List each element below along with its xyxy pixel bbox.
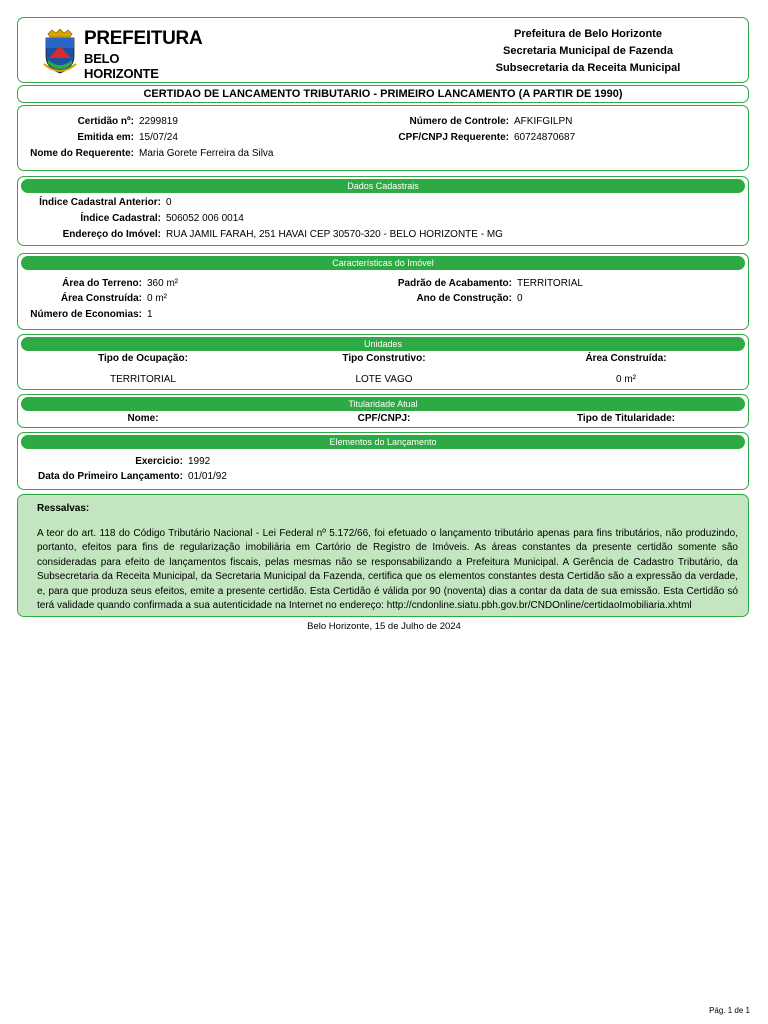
ressalvas-title: Ressalvas:: [37, 503, 90, 514]
titularidade-header-cpf: CPF/CNPJ:: [357, 413, 411, 424]
document-header: [17, 17, 749, 83]
padrao-acabamento-label: Padrão de Acabamento:: [397, 278, 512, 289]
pbh-logo: [42, 28, 203, 81]
requerente-value: Maria Gorete Ferreira da Silva: [139, 148, 274, 159]
ano-construcao-value: 0: [517, 293, 523, 304]
header-line-prefeitura: Prefeitura de Belo Horizonte: [514, 28, 662, 40]
header-line-subsecretaria: Subsecretaria da Receita Municipal: [495, 62, 681, 74]
unidades-section: [17, 334, 749, 390]
numero-economias-label: Número de Economias:: [30, 309, 142, 320]
indice-anterior-row: [18, 197, 172, 209]
area-terreno-row: [18, 278, 178, 290]
cpf-requerente-label: CPF/CNPJ Requerente:: [398, 132, 509, 143]
numero-economias-row: [18, 309, 153, 321]
requerente-row: [18, 148, 274, 160]
exercicio-value: 1992: [188, 456, 211, 467]
emitida-label: Emitida em:: [77, 132, 134, 143]
logo-line-1: PREFEITURA: [84, 28, 203, 49]
section-bar-dados-cadastrais: Dados Cadastrais: [21, 179, 745, 193]
coat-of-arms-icon: [42, 28, 78, 76]
endereco-row: [18, 229, 503, 241]
ressalvas-section: [17, 494, 749, 617]
controle-row: [318, 116, 572, 128]
certidao-label: Certidão nº:: [77, 116, 134, 127]
city-date: Belo Horizonte, 15 de Julho de 2024: [307, 621, 461, 632]
titularidade-header-tipo: Tipo de Titularidade:: [577, 413, 675, 424]
area-construida-value: 0 m²: [147, 293, 167, 304]
numero-economias-value: 1: [147, 309, 153, 320]
ano-construcao-row: [318, 293, 523, 305]
unidades-header-area: Área Construída:: [585, 353, 667, 364]
area-terreno-label: Área do Terreno:: [62, 278, 142, 289]
caracteristicas-section: [17, 253, 749, 330]
padrao-acabamento-value: TERRITORIAL: [517, 278, 583, 289]
header-line-secretaria: Secretaria Municipal de Fazenda: [503, 45, 673, 57]
certidao-value: 2299819: [139, 116, 178, 127]
data-primeiro-lancamento-label: Data do Primeiro Lançamento:: [37, 471, 183, 482]
cpf-requerente-value: 60724870687: [514, 132, 576, 143]
ano-construcao-label: Ano de Construção:: [416, 293, 512, 304]
section-bar-titularidade: Titularidade Atual: [21, 397, 745, 411]
area-construida-label: Área Construída:: [60, 293, 142, 304]
area-construida-row: [18, 293, 167, 305]
indice-anterior-label: Índice Cadastral Anterior:: [39, 197, 161, 208]
requerente-label: Nome do Requerente:: [30, 148, 134, 159]
certidao-row: [18, 116, 178, 128]
cpf-requerente-row: [318, 132, 575, 144]
unidades-value-ocupacao: TERRITORIAL: [110, 374, 176, 385]
section-bar-caracteristicas: Características do Imóvel: [21, 256, 745, 270]
emitida-row: [18, 132, 178, 144]
controle-label: Número de Controle:: [409, 116, 509, 127]
emitida-value: 15/07/24: [139, 132, 178, 143]
data-primeiro-lancamento-row: [18, 471, 227, 483]
unidades-header-ocupacao: Tipo de Ocupação:: [98, 353, 188, 364]
section-bar-unidades: Unidades: [21, 337, 745, 351]
indice-anterior-value: 0: [166, 197, 172, 208]
indice-cadastral-value: 506052 006 0014: [166, 213, 244, 224]
ressalvas-text: A teor do art. 118 do Código Tributário Nacional - Lei Federal nº 5.172/66, foi efetuado o lançamento tributário apenas para fins tributários, não produzindo, portanto, efeitos para fins de regularização imobiliária em Cartório de Registro de Imóveis. As áreas constantes da presente certidão somente são consideradas para efeito de lançamentos fiscais, pelas mesmas não se responsabilizando a Prefeitura Municipal. A Gerência de Cadastro Tributário, da Subsecretaria da Receita Municipal, da Secretaria Municipal da Fazenda, certifica que os elementos constantes desta Certidão são a expressão da verdade, e, para que produza seus efeitos, emite a presente certidão. Esta Certidão é válida por 90 (noventa) dias a contar da data de sua emissão. Esta Certidão só terá validade quando confirmada a sua autenticidade na Internet no endereço: http://cndonline.siatu.pbh.gov.br/CNDOnline/certidaoImobiliaria.xhtml: [37, 528, 738, 612]
padrao-acabamento-row: [318, 278, 583, 290]
data-primeiro-lancamento-value: 01/01/92: [188, 471, 227, 482]
certificate-info-section: [17, 105, 749, 171]
titularidade-section: [17, 394, 749, 428]
unidades-header-construtivo: Tipo Construtivo:: [342, 353, 426, 364]
unidades-value-area: 0 m²: [616, 374, 636, 385]
indice-cadastral-row: [18, 213, 244, 225]
document-title: CERTIDAO DE LANCAMENTO TRIBUTARIO - PRIMEIRO LANCAMENTO (A PARTIR DE 1990): [17, 85, 749, 103]
exercicio-label: Exercicio:: [135, 456, 183, 467]
endereco-label: Endereço do Imóvel:: [62, 229, 161, 240]
unidades-value-construtivo: LOTE VAGO: [355, 374, 413, 385]
elementos-section: [17, 432, 749, 490]
endereco-value: RUA JAMIL FARAH, 251 HAVAI CEP 30570-320 - BELO HORIZONTE - MG: [166, 229, 503, 240]
dados-cadastrais-section: [17, 176, 749, 246]
page-number: Pág. 1 de 1: [709, 1006, 750, 1015]
indice-cadastral-label: Índice Cadastral:: [80, 213, 161, 224]
logo-line-2: BELO HORIZONTE: [84, 51, 159, 81]
titularidade-header-nome: Nome:: [127, 413, 159, 424]
area-terreno-value: 360 m²: [147, 278, 179, 289]
exercicio-row: [18, 456, 210, 468]
section-bar-elementos: Elementos do Lançamento: [21, 435, 745, 449]
header-institution-lines: [463, 26, 713, 77]
controle-value: AFKIFGILPN: [514, 116, 573, 127]
